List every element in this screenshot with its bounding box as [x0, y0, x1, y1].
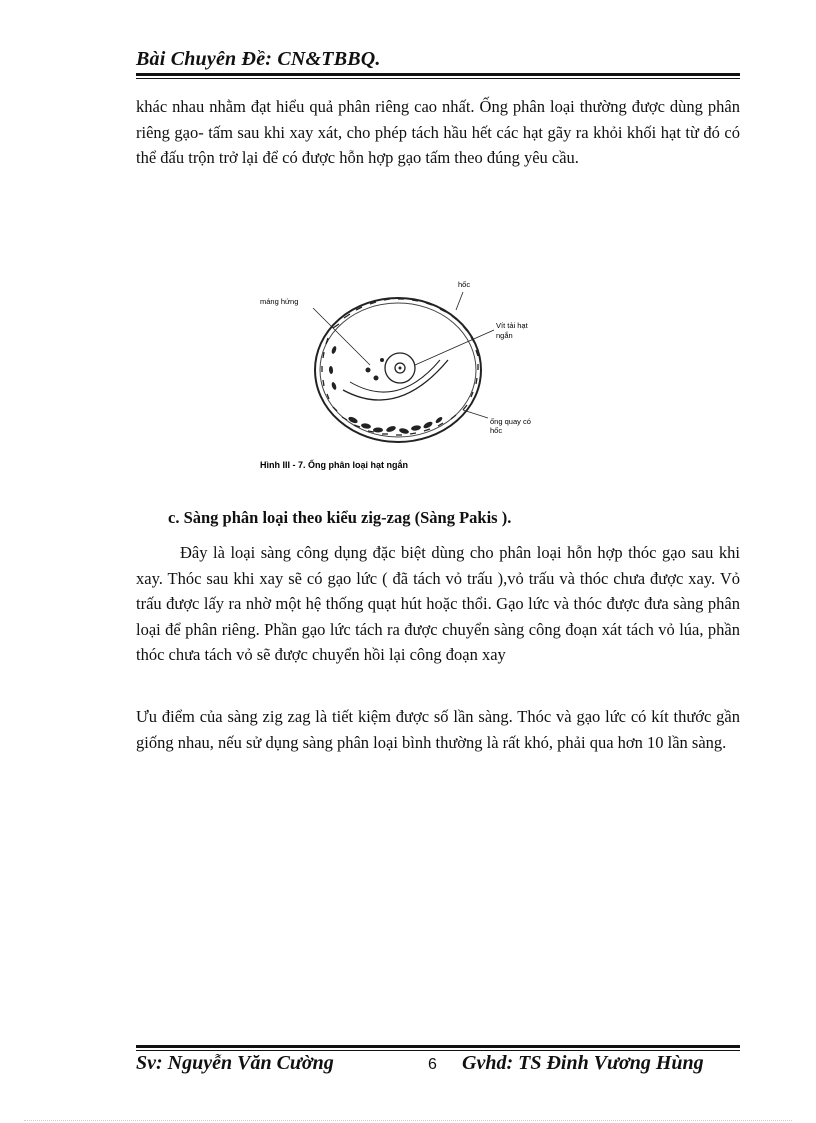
- leader-ong-quay: [463, 410, 488, 418]
- header-rule-thin: [136, 78, 740, 79]
- footer-rule-thick: [136, 1045, 740, 1048]
- footer-advisor: Gvhd: TS Đinh Vương Hùng: [462, 1052, 704, 1074]
- grain-pile: [329, 346, 444, 435]
- footer-student: Sv: Nguyễn Văn Cường: [136, 1052, 334, 1074]
- label-ve-tai-hat-1: Vít tải hạt: [496, 321, 528, 330]
- page-bottom-dotted-border: [24, 1120, 792, 1121]
- leader-ve-tai: [415, 330, 494, 365]
- leader-hoc: [456, 292, 463, 310]
- falling-grains: [366, 358, 385, 381]
- footer-rule-thin: [136, 1050, 740, 1051]
- label-ong-quay-2: hốc: [490, 426, 503, 435]
- rotary-sorter-diagram: [258, 270, 558, 475]
- header-rule-thick: [136, 73, 740, 76]
- body-paragraph-1: khác nhau nhằm đạt hiểu quả phân riêng cao nhất. Ống phân loại thường được dùng phân riêng gạo- tấm sau khi xay xát, cho phép tách hầu hết các hạt gãy ra khỏi khối hạt từ đó có thể đấu trộn trở lại để có được hỗn hợp gạo tấm theo đúng yêu cầu.: [136, 97, 740, 167]
- label-ve-tai-hat-2: ngắn: [496, 331, 513, 340]
- label-hoc: hốc: [458, 280, 471, 289]
- footer-page-number: 6: [428, 1056, 437, 1073]
- label-ong-quay-1: ống quay có: [490, 417, 531, 426]
- figure-caption: Hình III - 7. Ống phân loại hạt ngắn: [260, 460, 408, 470]
- body-paragraph-2: Đây là loại sàng công dụng đặc biệt dùng cho phân loại hỗn hợp thóc gạo sau khi xay. Thóc sau khi xay sẽ có gạo lức ( đã tách vỏ trấu ),vỏ trấu và thóc chưa được xay. Vỏ trấu được lấy ra nhờ một hệ thống quạt hút hoặc thổi. Gạo lức và thóc được đưa sàng phân loại để phân riêng. Phần gạo lức tách ra được chuyển sàng công đoạn xát tách vỏ lúa, phần thóc chưa tách vỏ sẽ được chuyển hồi lại công đoạn xay: [136, 543, 740, 664]
- section-heading-c: c. Sàng phân loại theo kiểu zig-zag (Sàng Pakis ).: [168, 508, 512, 527]
- trough-curve-inner: [350, 360, 440, 392]
- figure-rotary-sorter: [258, 270, 558, 475]
- label-mang-hung: máng hứng: [260, 297, 299, 306]
- body-paragraph-3: Ưu điểm của sàng zig zag là tiết kiệm được số lần sàng. Thóc và gạo lức có kít thước gần giống nhau, nếu sử dụng sàng phân loại bình thường là rất khó, phải qua hơn 10 lần sàng.: [136, 707, 740, 752]
- header-title: Bài Chuyên Đề: CN&TBBQ.: [136, 48, 381, 70]
